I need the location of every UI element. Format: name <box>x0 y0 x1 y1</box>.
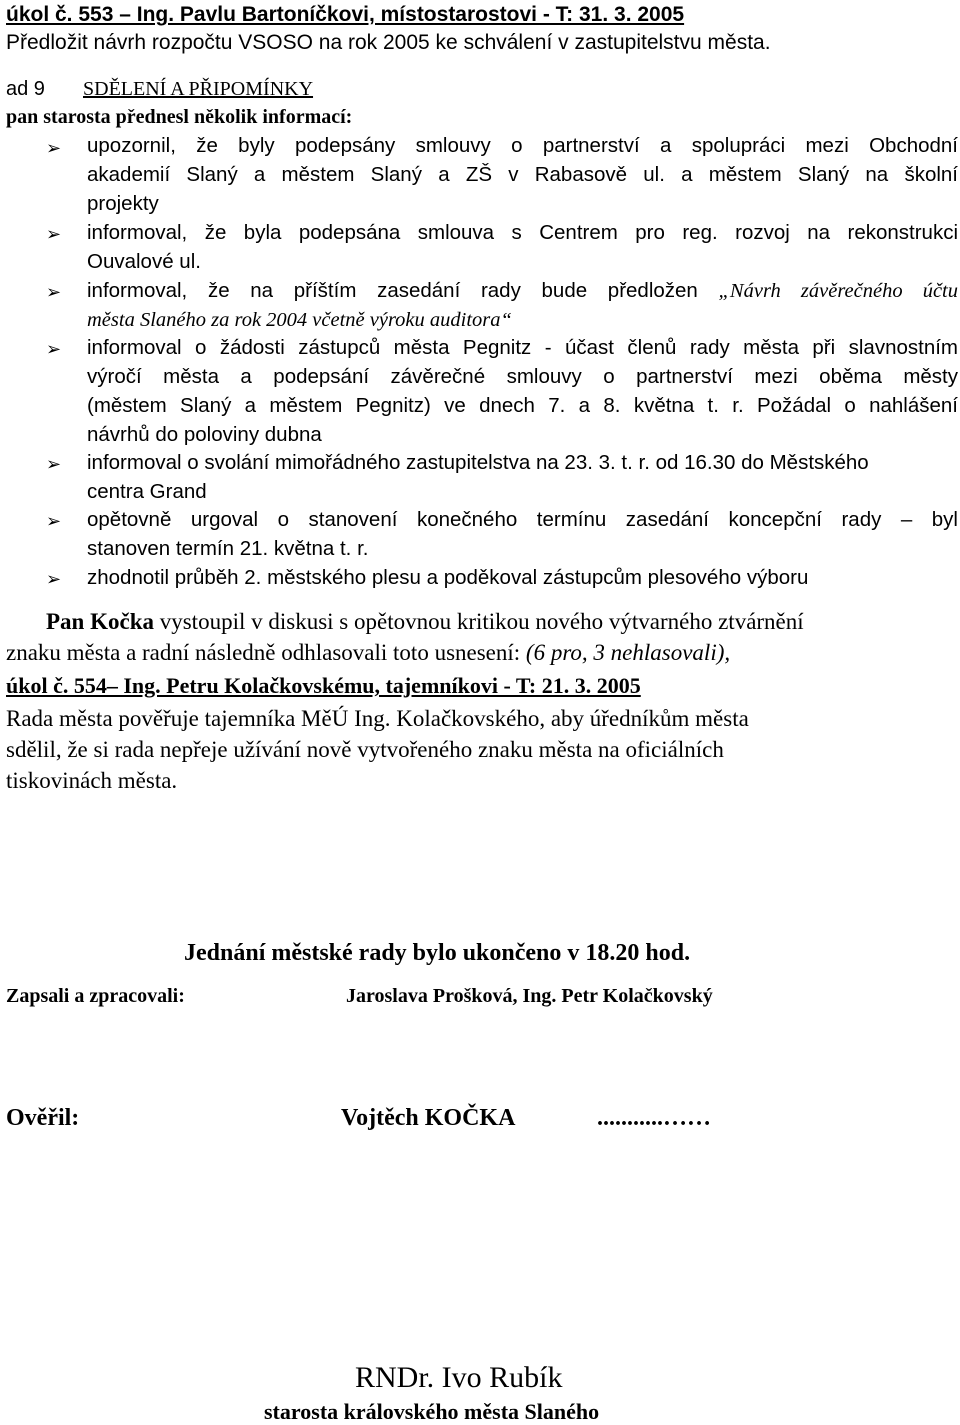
resolution-line: tiskovinách města. <box>6 768 178 793</box>
section-title: SDĚLENÍ A PŘIPOMÍNKY <box>83 78 314 100</box>
verified-name: Vojtěch KOČKA <box>341 1105 516 1131</box>
list-item-lead: informoval, že na příštím zasedání rady bude předložen <box>87 279 719 302</box>
list-item-line: informoval, že byla podepsána smlouva s Centrem pro reg. rozvoj na rekonstrukci <box>87 221 958 244</box>
signature-line: ...........…… <box>597 1105 711 1131</box>
list-item-line <box>87 276 958 306</box>
list-item-line: zhodnotil průběh 2. městského plesu a poděkoval zástupcům plesového výboru <box>87 566 809 589</box>
arrow-bullet-icon: ➢ <box>46 454 62 475</box>
section-intro: pan starosta přednesl několik informací: <box>6 106 353 128</box>
arrow-bullet-icon: ➢ <box>46 138 62 159</box>
list-item <box>87 448 958 506</box>
list-item-line: informoval o žádosti zástupců města Pegnitz - účast členů rady města při slavnostním <box>87 336 958 359</box>
task-553-text: Předložit návrh rozpočtu VSOSO na rok 2005 ke schválení v zastupitelstvu města. <box>6 31 771 54</box>
list-item-line: projekty <box>87 192 159 215</box>
list-item-line: opětovně urgoval o stanovení konečného termínu zasedání koncepční rady – byl <box>87 508 958 531</box>
resolution-line: Rada města pověřuje tajemníka MěÚ Ing. Kolačkovského, aby úředníkům města <box>6 706 749 731</box>
list-item <box>87 276 958 335</box>
list-item-line: centra Grand <box>87 480 207 503</box>
list-item-line: stanoven termín 21. května t. r. <box>87 537 369 560</box>
document-title-quote: „Návrh závěrečného účtu <box>718 280 958 302</box>
list-item <box>87 218 958 276</box>
list-item-line: upozornil, že byly podepsány smlouvy o partnerství a spolupráci mezi Obchodní <box>87 134 958 157</box>
vote-result: (6 pro, 3 nehlasovali), <box>525 640 731 665</box>
arrow-bullet-icon: ➢ <box>46 224 62 245</box>
resolution-line: sdělil, že si rada nepřeje užívání nově vytvořeného znaku města na oficiálních <box>6 737 724 762</box>
arrow-bullet-icon: ➢ <box>46 282 62 303</box>
task-554-heading: úkol č. 554– Ing. Petru Kolačkovskému, tajemníkovi - T: 21. 3. 2005 <box>6 673 641 698</box>
list-item-line: (městem Slaný a městem Pegnitz) ve dnech 7. a 8. května t. r. Požádal o nahlášení <box>87 394 958 417</box>
arrow-bullet-icon: ➢ <box>46 339 62 360</box>
end-statement: Jednání městské rady bylo ukončeno v 18.20 hod. <box>184 940 691 966</box>
list-item <box>87 563 958 592</box>
list-item-line: výročí města a podepsání závěrečné smlouvy o partnerství mezi oběma městy <box>87 365 958 388</box>
task-553-heading: úkol č. 553 – Ing. Pavlu Bartoníčkovi, místostarostovi - T: 31. 3. 2005 <box>6 3 685 26</box>
arrow-bullet-icon: ➢ <box>46 511 62 532</box>
speaker-name: Pan Kočka <box>46 609 154 634</box>
list-item <box>87 333 958 449</box>
list-item-line: Ouvalové ul. <box>87 250 201 273</box>
list-item <box>87 505 958 563</box>
discussion-text-1: vystoupil v diskusi s opětovnou kritikou nového výtvarného ztvárnění <box>153 609 804 634</box>
mayor-title: starosta královského města Slaného <box>264 1399 600 1424</box>
discussion-line-2 <box>6 638 730 668</box>
document-title-quote-cont: města Slaného za rok 2004 včetně výroku auditora“ <box>87 309 512 331</box>
list-item-line: informoval o svolání mimořádného zastupitelstva na 23. 3. t. r. od 16.30 do Městského <box>87 451 869 474</box>
discussion-text-2: znaku města a radní následně odhlasovali toto usnesení: <box>6 640 526 665</box>
list-item <box>87 131 958 218</box>
verified-label: Ověřil: <box>6 1105 80 1131</box>
section-number: ad 9 <box>6 78 45 100</box>
mayor-name: RNDr. Ivo Rubík <box>355 1361 563 1394</box>
arrow-bullet-icon: ➢ <box>46 569 62 590</box>
list-item-line: akademií Slaný a městem Slaný a ZŠ v Rabasově ul. a městem Slaný na školní <box>87 163 958 186</box>
list-item-line: návrhů do poloviny dubna <box>87 423 322 446</box>
resolution-text <box>6 703 958 796</box>
recorded-names: Jaroslava Prošková, Ing. Petr Kolačkovský <box>346 985 713 1007</box>
recorded-label: Zapsali a zpracovali: <box>6 985 185 1007</box>
discussion-line-1 <box>6 607 958 637</box>
